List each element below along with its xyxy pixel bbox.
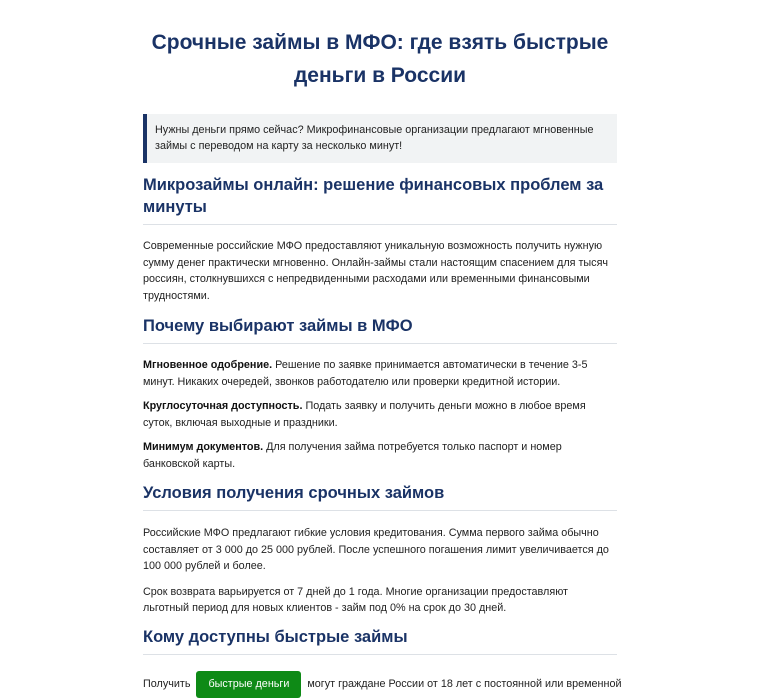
benefit-text: Для получения займа потребуется только паспорт и номер банковской карты.	[143, 441, 562, 470]
section-heading-eligibility: Кому доступны быстрые займы	[143, 626, 617, 655]
benefit-text: Подать заявку и получить деньги можно в любое время суток, включая выходные и праздники.	[143, 400, 586, 429]
benefit-item	[143, 439, 617, 472]
intro-callout: Нужны деньги прямо сейчас? Микрофинансовые организации предлагают мгновенные займы с переводом на карту за несколько минут!	[143, 114, 617, 163]
section-heading-microloans: Микрозаймы онлайн: решение финансовых проблем за минуты	[143, 174, 617, 225]
conditions-paragraph: Срок возврата варьируется от 7 дней до 1 года. Многие организации предоставляют льготный период для новых клиентов - займ под 0% на срок до 30 дней.	[143, 585, 568, 614]
benefit-item	[143, 398, 617, 431]
page-title: Срочные займы в МФО: где взять быстрые деньги в России	[151, 31, 609, 87]
quick-money-button[interactable]: быстрые деньги	[196, 671, 301, 698]
eligibility-text-before: Получить	[143, 677, 191, 690]
section-paragraph-microloans: Современные российские МФО предоставляют уникальную возможность получить нужную сумму денег практически мгновенно. Онлайн-займы стали настоящим спасением для тысяч россиян, столкнувшихся с непредвиденными расходами или временными финансовыми трудностями.	[143, 240, 609, 302]
section-heading-conditions: Условия получения срочных займов	[143, 482, 617, 511]
eligibility-paragraph	[143, 671, 622, 698]
benefit-item	[143, 357, 617, 390]
benefit-title: Мгновенное одобрение.	[143, 359, 273, 371]
benefit-title: Минимум документов.	[143, 441, 264, 453]
article	[143, 0, 622, 698]
benefit-text: Решение по заявке принимается автоматически в течение 3-5 минут. Никаких очередей, звонков работодателю или проверки кредитной истории.	[143, 359, 588, 388]
conditions-paragraph: Российские МФО предлагают гибкие условия кредитования. Сумма первого займа обычно составляет от 3 000 до 25 000 рублей. После успешного погашения лимит увеличивается до 100 000 рублей и более.	[143, 527, 609, 572]
section-heading-why: Почему выбирают займы в МФО	[143, 315, 617, 344]
eligibility-text-after: могут граждане России от 18 лет с постоянной или временной	[307, 677, 622, 690]
benefit-title: Круглосуточная доступность.	[143, 400, 303, 412]
